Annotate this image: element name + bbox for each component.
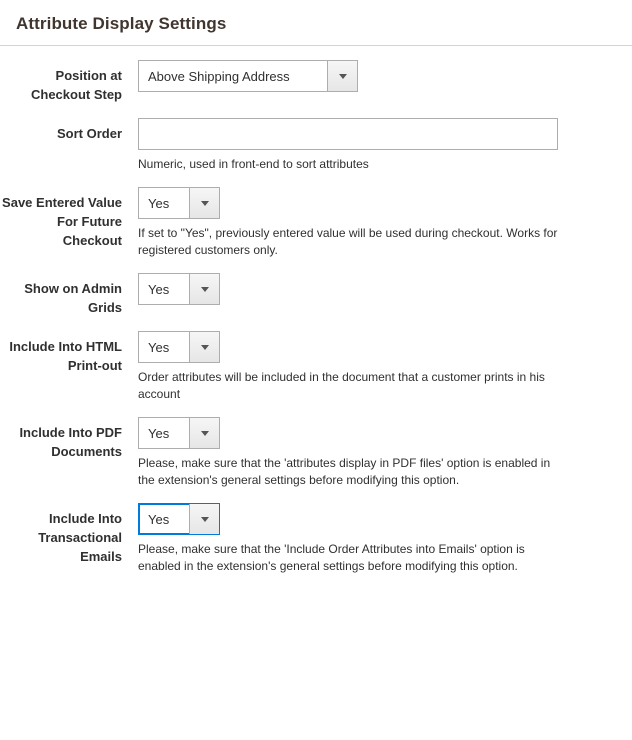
field-label: Save Entered Value For Future Checkout	[2, 195, 122, 248]
select-value: Yes	[148, 425, 170, 441]
chevron-down-icon[interactable]	[189, 188, 219, 218]
field-position-at-checkout-step	[0, 46, 632, 104]
save-entered-value-select[interactable]	[138, 187, 220, 219]
field-control	[138, 187, 632, 259]
include-into-transactional-emails-select[interactable]	[138, 503, 220, 535]
field-note: Please, make sure that the 'Include Order Attributes into Emails' option is enabled in the extension's general settings before modifying this option.	[138, 542, 525, 573]
field-note: Numeric, used in front-end to sort attributes	[138, 157, 369, 171]
chevron-down-icon[interactable]	[189, 418, 219, 448]
field-note: Order attributes will be included in the document that a customer prints in his account	[138, 370, 545, 401]
field-control	[138, 273, 632, 305]
select-value: Yes	[148, 281, 170, 297]
chevron-down-icon[interactable]	[189, 504, 219, 534]
page-title: Attribute Display Settings	[0, 0, 632, 46]
include-into-html-print-out-select[interactable]	[138, 331, 220, 363]
field-label: Include Into Transactional Emails	[38, 511, 122, 564]
field-label: Show on Admin Grids	[24, 281, 122, 315]
field-control	[138, 331, 632, 403]
include-into-pdf-documents-select[interactable]	[138, 417, 220, 449]
field-include-into-html-print-out	[0, 317, 632, 403]
sort-order-input[interactable]	[138, 118, 558, 150]
field-control	[138, 60, 632, 92]
field-control	[138, 503, 632, 575]
select-value: Yes	[148, 195, 170, 211]
select-value: Yes	[148, 339, 170, 355]
field-sort-order	[0, 104, 632, 173]
field-control	[138, 417, 632, 489]
field-include-into-pdf-documents	[0, 403, 632, 489]
field-label: Include Into PDF Documents	[19, 425, 122, 459]
position-at-checkout-step-select[interactable]	[138, 60, 358, 92]
field-note: If set to "Yes", previously entered value will be used during checkout. Works for registered customers only.	[138, 226, 558, 257]
chevron-down-icon[interactable]	[189, 274, 219, 304]
field-label: Position at Checkout Step	[30, 68, 122, 102]
chevron-down-icon[interactable]	[327, 61, 357, 91]
field-label: Include Into HTML Print-out	[9, 339, 122, 373]
field-include-into-transactional-emails	[0, 489, 632, 575]
field-label: Sort Order	[56, 126, 122, 141]
chevron-down-icon[interactable]	[189, 332, 219, 362]
show-on-admin-grids-select[interactable]	[138, 273, 220, 305]
select-value: Yes	[148, 511, 170, 527]
field-note: Please, make sure that the 'attributes display in PDF files' option is enabled in the extension's general settings before modifying this option.	[138, 456, 551, 487]
field-control	[138, 118, 632, 173]
field-save-entered-value-for-future-checkout	[0, 173, 632, 259]
field-show-on-admin-grids	[0, 259, 632, 317]
select-value: Above Shipping Address	[148, 68, 290, 84]
